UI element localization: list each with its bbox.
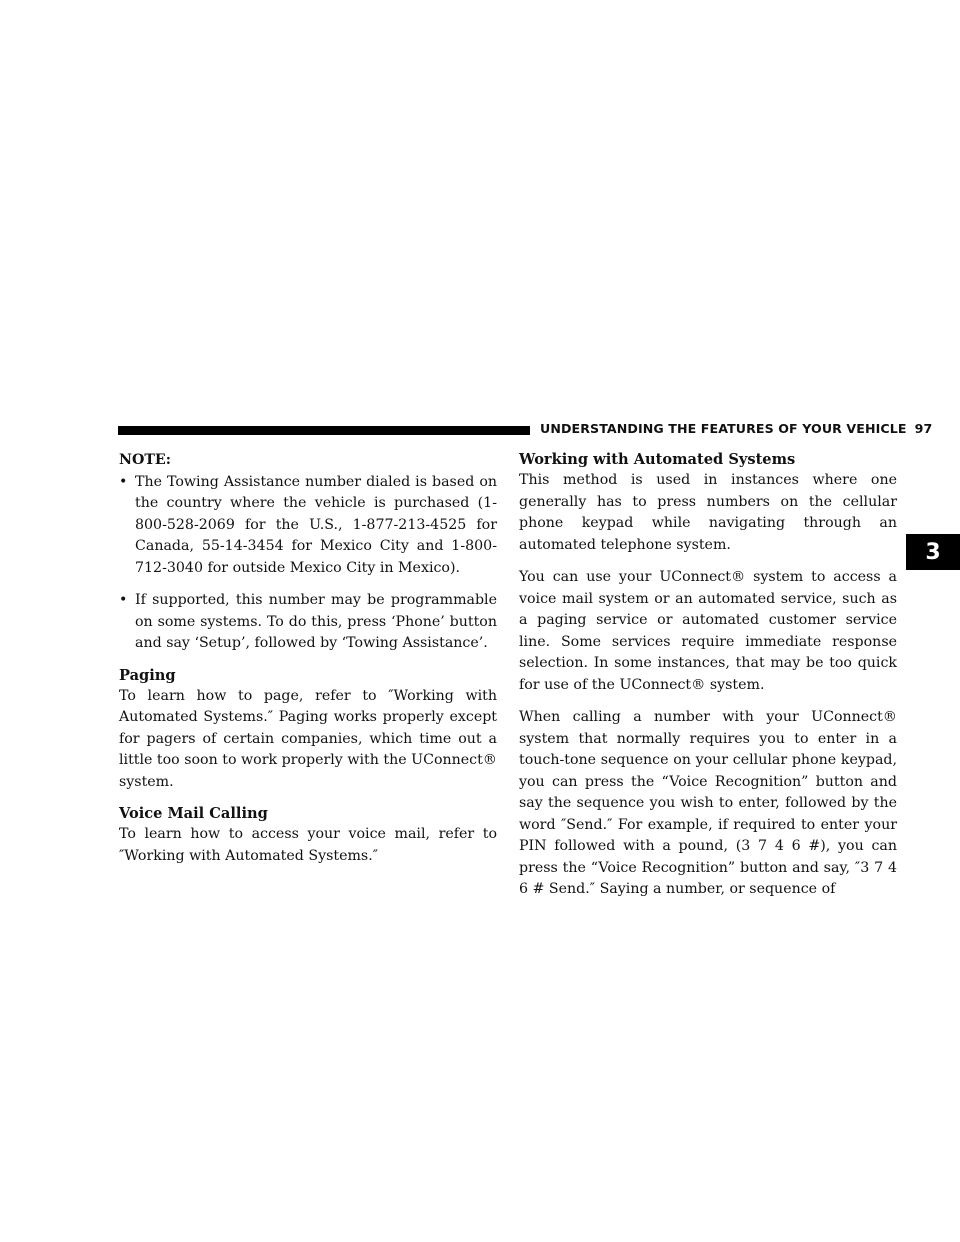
left-column [119, 450, 497, 878]
voicemail-paragraph: To learn how to access your voice mail, refer to ″Working with Automated Systems.″ [119, 826, 497, 864]
header-title: UNDERSTANDING THE FEATURES OF YOUR VEHICLE [540, 421, 907, 436]
chapter-tab: 3 [906, 534, 960, 570]
bullet-icon: • [119, 592, 128, 608]
list-item [119, 472, 497, 580]
automated-systems-heading: Working with Automated Systems [519, 451, 796, 468]
page-number: 97 [914, 421, 933, 436]
automated-paragraph-1: This method is used in instances where one generally has to press numbers on the cellular phone keypad while navigating through an automated telephone system. [519, 472, 897, 553]
bullet-text: If supported, this number may be programmable on some systems. To do this, press ‘Phone’ button and say ‘Setup’, followed by ‘Towing Assistance’. [135, 592, 497, 651]
bullet-icon: • [119, 473, 128, 490]
voicemail-heading: Voice Mail Calling [119, 805, 268, 822]
paging-heading: Paging [119, 666, 176, 684]
paging-paragraph: To learn how to page, refer to ″Working with Automated Systems.″ Paging works properly except for pagers of certain companies, which time out a little too soon to work properly with the UConnect® system. [119, 687, 497, 790]
note-bullet-list [119, 472, 497, 655]
bullet-text: The Towing Assistance number dialed is based on the country where the vehicle is purchased (1-800-528-2069 for the U.S., 1-877-213-4525 for Canada, 55-14-3454 for Mexico City and 1-800-712-3040 for outside Mexico City in Mexico). [135, 473, 497, 576]
running-header [540, 421, 932, 436]
automated-paragraph-3: When calling a number with your UConnect® system that normally requires you to enter in a touch-tone sequence on your cellular phone keypad, you can press the “Voice Recognition” button and say the sequence you wish to enter, followed by the word ″Send.″ For example, if required to enter your PIN followed with a pound, (3 7 4 6 #), you can press the “Voice Recognition” button and say, ″3 7 4 6 # Send.″ Saying a number, or sequence of [519, 709, 897, 897]
header-rule [118, 426, 530, 435]
automated-paragraph-2: You can use your UConnect® system to access a voice mail system or an automated service, such as a paging service or automated customer service line. Some services require immediate response selection. In some instances, that may be too quick for use of the UConnect® system. [519, 569, 897, 693]
note-label: NOTE: [119, 452, 171, 468]
list-item [119, 590, 497, 655]
right-column [519, 450, 897, 912]
